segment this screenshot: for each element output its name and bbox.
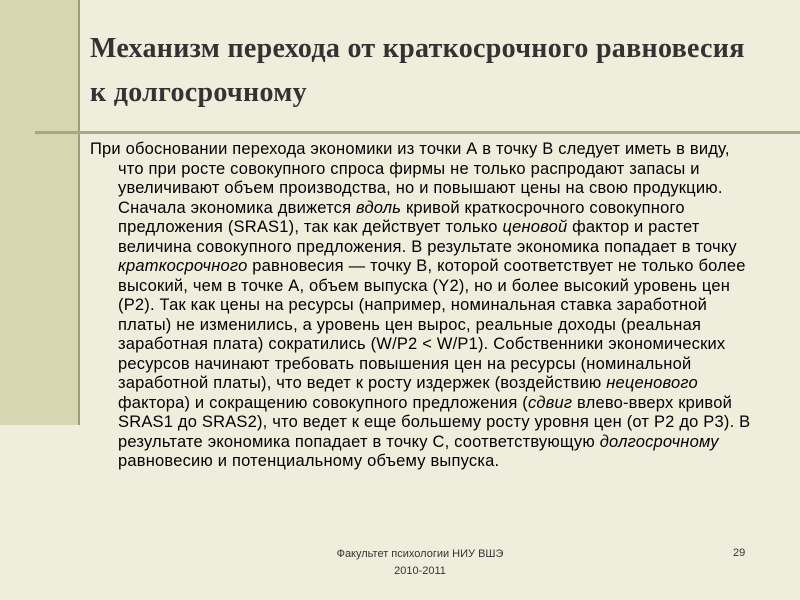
slide-body	[90, 140, 755, 472]
emphasis-text: ценовой	[502, 218, 568, 236]
footer-years: 2010-2011	[394, 565, 446, 577]
body-text-segment: При обосновании перехода экономики из точки А в точку В следует иметь в виду, что при росте совокупного спроса фирмы не только распродают запасы и увеличивают объем производства, но и повышают цены на свою продукцию. Сначала экономика движется	[90, 140, 730, 217]
body-text-segment: кривой краткосрочного совокупного предложения (SRAS1), так как действует только	[118, 198, 685, 236]
body-text-segment: влево-вверх кривой SRAS1 до SRAS2), что ведет к еще большему росту уровня цен (от Р2 до Р3). В результате экономика попадает в точку С, соответствующую	[118, 393, 751, 451]
emphasis-text: вдоль	[356, 198, 402, 217]
decorative-side-bar-edge	[78, 0, 80, 425]
emphasis-text: долгосрочному	[599, 432, 719, 451]
page-number: 29	[733, 547, 746, 559]
body-paragraph	[90, 140, 755, 472]
emphasis-text: сдвиг	[527, 393, 573, 412]
decorative-side-bar	[0, 0, 78, 425]
slide-footer	[300, 546, 540, 580]
body-text-segment: равновесию и потенциальному объему выпуска.	[118, 452, 500, 470]
body-text-segment: фактор и растет величина совокупного предложения. В результате экономика попадает в точку	[118, 218, 737, 256]
emphasis-text: неценового	[606, 374, 698, 392]
slide-title: Механизм перехода от краткосрочного равновесия к долгосрочному	[90, 33, 745, 108]
body-text-segment: фактора) и сокращению совокупного предложения (	[118, 393, 528, 412]
title-divider	[35, 131, 800, 134]
footer-faculty: Факультет психологии НИУ ВШЭ	[336, 548, 504, 560]
body-text-segment: равновесия — точку В, которой соответствует не только более высокий, чем в точке А, объем выпуска (Y2), но и более высокий уровень цен (Р2). Так как цены на ресурсы (например, номинальная ставка заработной платы) не изменились, а уровень цен вырос, реальные доходы (реальная заработная плата) сократились (W/Р2 < W/Р1). Собственники экономических ресурсов начинают требовать повышения цен на ресурсы (номинальной заработной платы), что ведет к росту издержек (воздействию	[118, 257, 746, 392]
emphasis-text: краткосрочного	[118, 257, 248, 275]
